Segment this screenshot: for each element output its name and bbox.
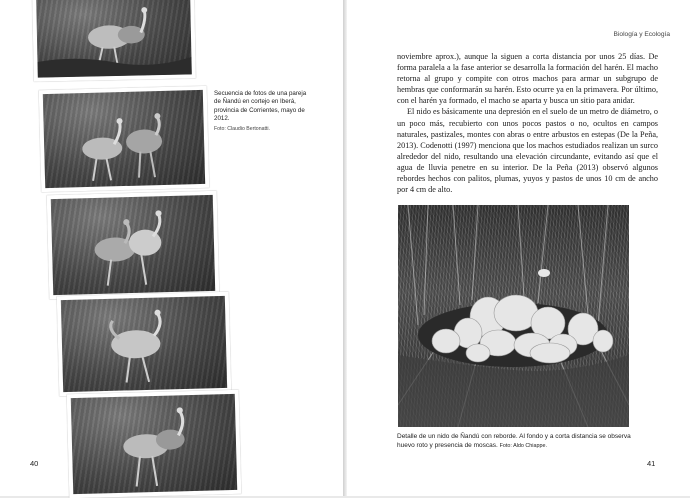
photo-frame-1	[32, 0, 196, 82]
rhea-silhouette-icon	[43, 90, 205, 188]
rhea-silhouette-icon	[71, 394, 237, 494]
rhea-photo	[71, 394, 237, 494]
caption-text: Secuencia de fotos de una pareja de Ñandú en cortejo en Iberá, provincia de Corrientes, mayo de 2012.	[214, 90, 307, 123]
nest-photo	[398, 205, 629, 427]
rhea-silhouette-icon	[36, 0, 192, 78]
photo-credit: Foto: Aldo Chiappe.	[499, 443, 547, 449]
rhea-photo	[43, 90, 205, 188]
rhea-photo	[61, 296, 227, 392]
body-text	[397, 51, 658, 195]
photo-frame-2	[39, 86, 210, 192]
running-head: Biología y Ecología	[613, 31, 670, 38]
photo-frame-5	[67, 390, 242, 498]
rhea-photo	[51, 195, 215, 295]
left-page	[0, 0, 343, 496]
rhea-silhouette-icon	[61, 296, 227, 392]
rhea-silhouette-icon	[51, 195, 215, 295]
photo-frame-4	[57, 292, 232, 396]
nest-photo-caption	[397, 432, 632, 451]
photo-frame-3	[47, 191, 220, 299]
page-number-left: 40	[30, 459, 39, 468]
paragraph: noviembre aprox.), aunque la siguen a corta distancia por unos 25 días. De forma paralela a la fase anterior se desarrolla la formación del harén. El macho retorna al grupo y compite con otros machos para armar un subgrupo de hembras que conformarán su harén. Esto ocurre ya en la primavera. Por último, con el harén ya formado, el macho se aparta y busca un sitio para anidar.	[397, 52, 658, 106]
page-number-right: 41	[647, 459, 656, 468]
rhea-nest-eggs-icon	[398, 205, 629, 427]
rhea-photo	[36, 0, 192, 78]
photo-sequence-caption	[214, 90, 314, 133]
paragraph: El nido es básicamente una depresión en el suelo de un metro de diámetro, o un poco más, recubierto con unos pocos pastos o no, ocultos en campos naturales, pastizales, montes con abras o entre arbustos en estepas (De la Peña, 2013). Codenotti (1997) menciona que los machos estudiados realizan un surco alrededor del nido, resultando una elevación circundante, evitando así que el agua de lluvia penetre en su interior. De la Peña (2013) observó algunos rebordes hechos con palitos, plumas, yuyos y pastos de unos 10 cm de ancho por 4 cm de alto.	[397, 107, 658, 195]
photo-credit: Foto: Claudio Bertonatti.	[214, 125, 270, 132]
caption-text: Detalle de un nido de Ñandú con reborde. Al fondo y a corta distancia se observa huevo roto y presencia de moscas.	[397, 433, 631, 449]
